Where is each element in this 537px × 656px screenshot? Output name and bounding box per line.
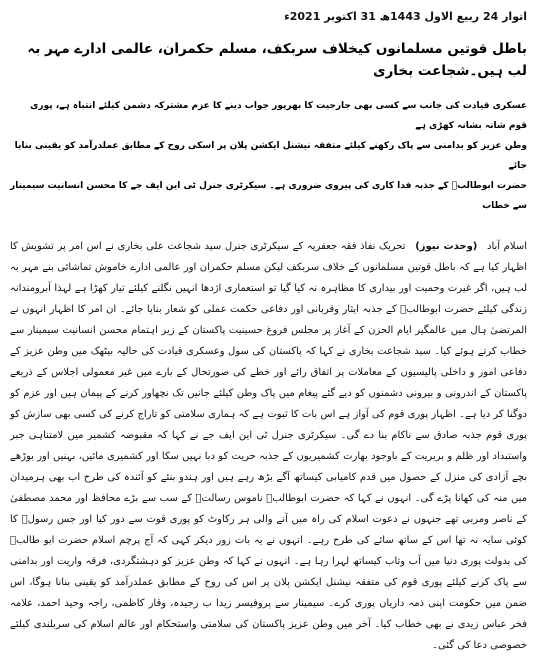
body-line: جانیں تک نچھاور کرنے کے پیمان ہیں اور عزم کو دوگنا کر دیا ہے۔ اظہار پوری قوم کی آواز ہے اس بات کا ثبوت ہے کہ ہماری سلامتی کو تاراج کرنے کی کسی xyxy=(10,388,527,420)
body-line: ہوئے کیا۔ سید شجاعت بخاری نے کہا کہ پاکستان کی سول وعسکری قیادت کی حالیہ بیٹھک میں وطن عزیز کے دفاعی امور و داخلی پالیسیوں کے معاملات پر xyxy=(10,346,528,378)
body-line: بھی سازش کو پوری قوم جذبہ صادق سے ناکام بنا دے گی۔ سیکرٹری جنرل ٹی این ایف جے نے کہا کہ مقبوضہ کشمیر میں لامتناہی جبر واستبداد اور ظلم و بربریت xyxy=(10,409,527,462)
subhead: عسکری قیادت کی جانب سے کسی بھی جارحیت کا بھرپور جواب دینے کا عزم مشترکہ دشمن کیلئے انتباہ ہے، پوری قوم شانہ بشانہ کھڑی ہے xyxy=(30,101,527,131)
body-line: عملدرآمد کو یقینی بنانا ہوگا، اس ضمن میں حکومت اپنی ذمہ داریاں پوری کرے۔ سیمینار سے پروفیسر زیدا ب رجیدہ، وقار کاظمی، راجہ وحید احمد، علامہ فخر عباس زیدی xyxy=(10,577,527,630)
body-line: ہے۔ انہوں نے کہا کہ وطن عزیز کو دہشتگردی، فرقہ واریت اور بدامنی سے پاک کرنے کیلئے پوری قوم کی متفقہ نیشنل ایکشن پلان پر اس کی روح کے مطابق xyxy=(10,556,527,588)
body-line: ساتھ سائے کی طرح رہے۔ انہوں نے یہ بات زور دیکر کہی کہ آج پرچم اسلام حضرت ابو طالبؑ کی بدولت پوری دنیا میں آب وتاب کیساتھ لہرا رہا xyxy=(10,535,527,567)
body-line: اتفاق رائے اور خطے کی صورتحال کے بارے میں غیر معمولی اجلاس کے ذریعے پاکستان کے اندرونی و بیرونی دشمنوں کو دیے گئے پیغام میں پاک وطن کیلئے xyxy=(10,367,527,399)
body-line: نے بھی خطاب کیا۔ آخر میں وطن عزیز پاکستان کی سلامتی واستحکام اور عالم اسلام کی سربلندی کیلئے خصوصی دعا کی گئی۔ xyxy=(10,619,527,651)
body-line: مسلمانوں کے خلاف سربکف لیکن مسلم حکمران اور عالمی ادارے خاموش تماشائی بنے مہر بہ لب ہیں، اگر غیرت وحمیت اور بیداری کا مظاہرہ نہ کیا گیا تو xyxy=(10,262,527,294)
article-subheads xyxy=(10,96,527,216)
news-agency: (وحدت نیوز) xyxy=(415,241,478,252)
body-line: ہیں اور ہندو بنئے کو آئندہ کی طرح اب بھی ہرمیدان میں منہ کی کھانا پڑے گی۔ انہوں نے کہا کہ حضرت ابوطالبؑ ناموس رسالتؐ کے سب سے بڑے محافظ xyxy=(10,472,527,504)
body-line: استعماری اژدھا انہیں نگلنے کیلئے تیار کھڑا ہے لہذا آبرومندانہ زندگی کیلئے حضرت ابوطالبؑ کے جذبہ ایثار وقربانی اور دفاعی حکمت عملی کو شعار بنایا جائے۔ ان xyxy=(10,283,527,315)
body-line: کے باوجود بھارت کشمیریوں کے جذبہ حریت کو دبا نہیں سکا اور کشمیری مائیں، بہنیں اور بوڑھے بچے آزادی کی منزل کے حصول میں قدم کامیابی کیساتھ آگے بڑھ رہے xyxy=(10,451,527,483)
body-line: امر کا اظہار انہوں نے المرتضیٰ ہال میں عالمگیر ایام الحزن کے آغاز پر مجلس فروغ حسینیت پاکستان کے زیر اہتمام محسن انسانیت سیمینار سے خطاب کرتے xyxy=(10,304,527,357)
article-body xyxy=(10,236,527,656)
subhead: وطن عزیز کو بدامنی سے پاک رکھنے کیلئے متفقہ نیشنل ایکشن پلان پر اسکی روح کے مطابق عملدرآمد کو یقینی بنایا جائے xyxy=(14,141,527,171)
subhead: حضرت ابوطالبؑ کے جذبہ فدا کاری کی پیروی ضروری ہے۔ سیکرٹری جنرل ٹی این ایف جے کا محسن انسانیت سیمینار سے خطاب xyxy=(10,181,527,211)
article-headline: باطل قوتیں مسلمانوں کیخلاف سربکف، مسلم حکمران، عالمی ادارے مہر بہ لب ہیں۔شجاعت بخاری xyxy=(27,41,527,79)
body-line: تحریک نفاذ فقہ جعفریہ کے سیکرٹری جنرل سید شجاعت علی بخاری نے اس امر پر تشویش کا اظہار کیا ہے کہ باطل قوتیں xyxy=(10,241,527,273)
dateline-city: اسلام آباد xyxy=(487,241,528,252)
body-line: اور محمد مصطفیٰ کے ناصر ومربی تھے جنہوں نے دعوت اسلام کی راہ میں آنے والی ہر رکاوٹ کو پوری قوت سے دور کیا اور جس رسولؐ کا کوئی سایہ نہ تھا اس کے xyxy=(10,493,527,546)
issue-date: اتوار 24 ربیع الاول 1443ھ 31 اکتوبر 2021ء xyxy=(284,10,527,23)
